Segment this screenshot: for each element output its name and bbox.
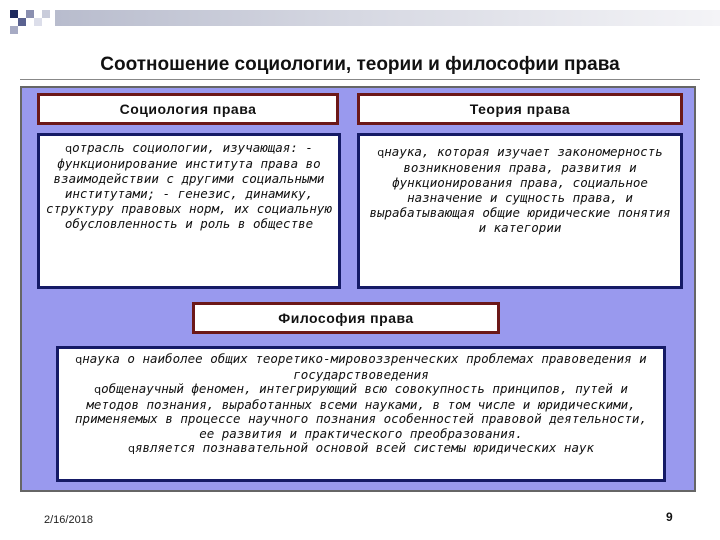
- theory-text-box: [357, 133, 683, 289]
- slide-title: Соотношение социологии, теории и философии права: [100, 54, 620, 75]
- philosophy-heading: Философия права: [278, 310, 414, 326]
- slide-date: 2/16/2018: [44, 514, 93, 526]
- bullet-icon: q: [94, 383, 102, 396]
- sociology-description: [46, 140, 332, 231]
- corner-square-mid: [18, 18, 26, 26]
- theory-description: [366, 144, 674, 235]
- page-number: 9: [666, 510, 673, 524]
- corner-square-pale: [34, 18, 42, 26]
- philosophy-item: [65, 352, 657, 382]
- corner-square-light: [42, 10, 50, 18]
- philosophy-item-text: является познавательной основой всей системы юридических наук: [134, 440, 595, 455]
- bullet-icon: q: [127, 442, 135, 455]
- philosophy-item-text: общенаучный феномен, интегрирующий всю совокупность принципов, путей и методов познания, выработанных всеми науками, в том числе и юридическими, применяемых в процессе научного познания особенностей правовой деятельности, ее развития и практического преобразования.: [75, 381, 647, 441]
- philosophy-item: [65, 441, 657, 457]
- sociology-text-box: [37, 133, 341, 289]
- corner-square-dark: [10, 10, 18, 18]
- philosophy-item-text: наука о наиболее общих теоретико-мировоззренческих проблемах правоведения и государствоведения: [82, 351, 647, 382]
- sociology-heading-box: [37, 93, 339, 125]
- theory-heading-box: [357, 93, 683, 125]
- philosophy-item: [65, 382, 657, 441]
- title-divider: [20, 79, 700, 80]
- theory-text: наука, которая изучает закономерность возникновения права, развития и функционирования права, социальное назначение и сущность права, и вырабатывающая общие юридические понятия и категории: [369, 144, 671, 235]
- header-gradient-bar: [55, 10, 720, 26]
- theory-heading: Теория права: [469, 101, 571, 117]
- philosophy-heading-box: [192, 302, 500, 334]
- sociology-heading: Социология права: [119, 101, 257, 117]
- bullet-icon: q: [65, 142, 73, 155]
- bullet-icon: q: [377, 146, 385, 159]
- corner-square-gray: [26, 10, 34, 18]
- philosophy-text-box: [56, 346, 666, 482]
- sociology-text: отрасль социологии, изучающая: - функционирование института права во взаимодействии с другими социальными институтами; - генезис, динамику, структуру правовых норм, их социальную обусловленность и роль в обществе: [46, 140, 332, 231]
- bullet-icon: q: [75, 353, 83, 366]
- corner-square-muted: [10, 26, 18, 34]
